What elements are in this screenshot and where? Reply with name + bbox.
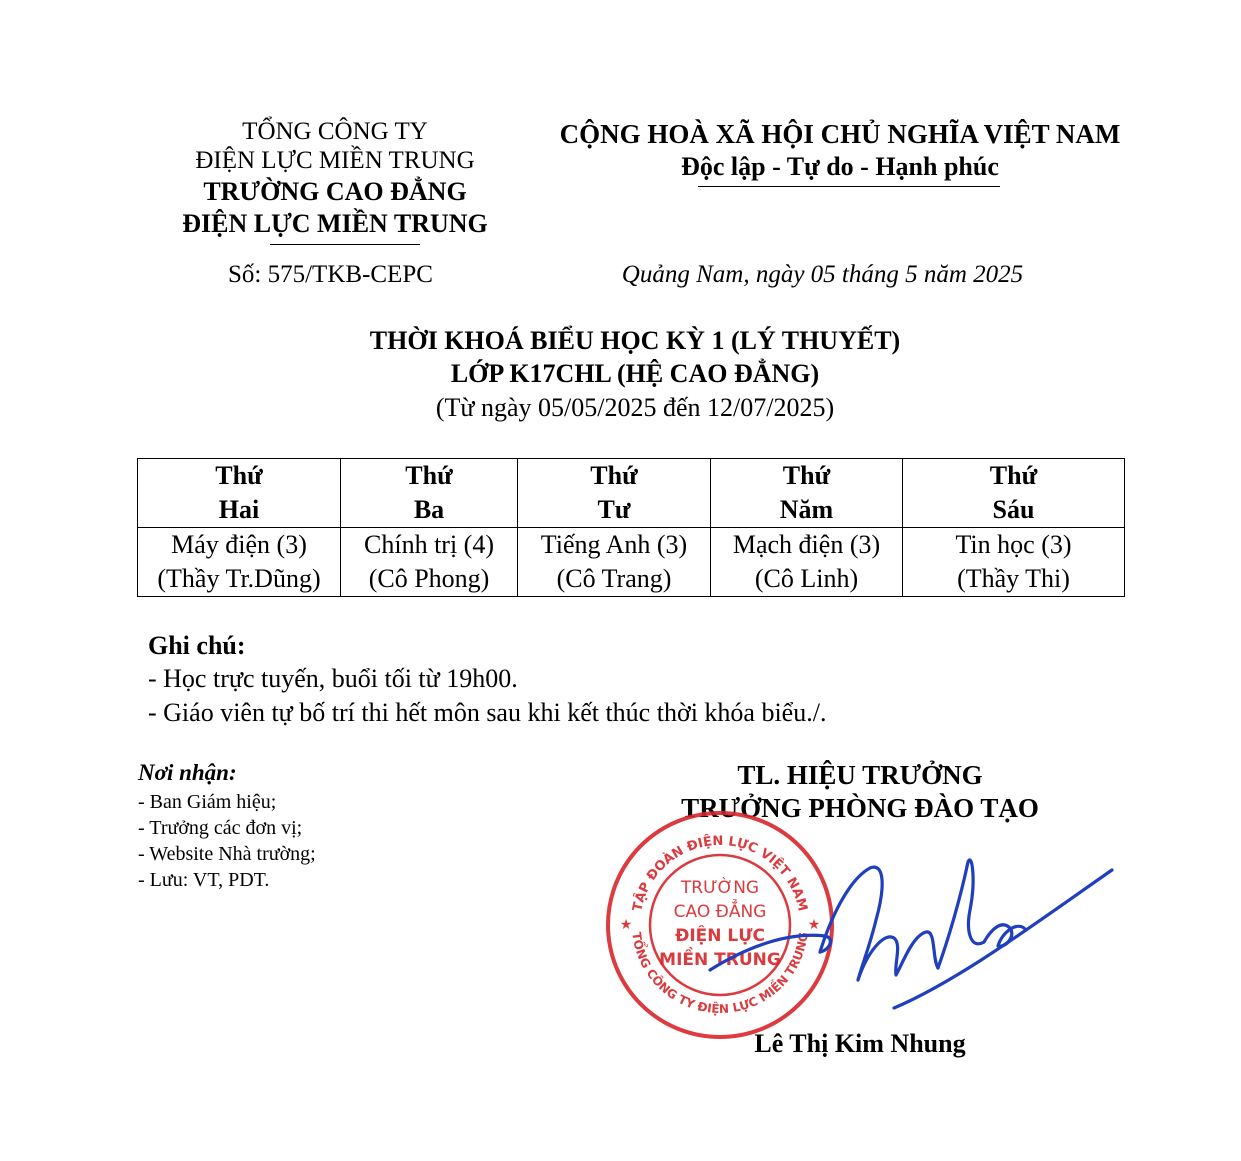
national-motto: Độc lập - Tự do - Hạnh phúc	[681, 152, 999, 181]
recipient-item: - Website Nhà trường;	[138, 843, 316, 865]
signer-title: TRƯỞNG PHÒNG ĐÀO TẠO	[681, 793, 1039, 823]
day-header-friday: Thứ Sáu	[903, 459, 1125, 528]
notes-heading: Ghi chú:	[148, 631, 246, 660]
svg-text:MIỀN TRUNG: MIỀN TRUNG	[659, 950, 781, 970]
recipient-item: - Trưởng các đơn vị;	[138, 817, 303, 839]
recipients-heading: Nơi nhận:	[138, 760, 237, 785]
org-parent-line2: ĐIỆN LỰC MIỀN TRUNG	[195, 147, 475, 174]
day-header-thursday: Thứ Năm	[711, 459, 903, 528]
org-name-line1: TRƯỜNG CAO ĐẲNG	[203, 177, 467, 206]
svg-text:TRƯỜNG: TRƯỜNG	[680, 878, 760, 898]
recipient-item: - Ban Giám hiệu;	[138, 791, 277, 813]
day-header-wednesday: Thứ Tư	[518, 459, 711, 528]
table-row	[138, 528, 1125, 597]
class-cell-wednesday: Tiếng Anh (3) (Cô Trang)	[518, 528, 711, 597]
note-item: - Giáo viên tự bố trí thi hết môn sau khi kết thúc thời khóa biểu./.	[148, 698, 827, 727]
header-left-divider	[270, 244, 420, 245]
class-cell-tuesday: Chính trị (4) (Cô Phong)	[341, 528, 518, 597]
class-title: LỚP K17CHL (HỆ CAO ĐẲNG)	[450, 359, 820, 388]
svg-text:ĐIỆN LỰC: ĐIỆN LỰC	[675, 926, 765, 946]
signer-authority: TL. HIỆU TRƯỞNG	[737, 760, 983, 790]
org-name-line2: ĐIỆN LỰC MIỀN TRUNG	[182, 209, 488, 238]
signer-name: Lê Thị Kim Nhung	[754, 1029, 966, 1058]
day-header-monday: Thứ Hai	[138, 459, 341, 528]
svg-text:TỔNG CÔNG TY ĐIỆN LỰC MIỀN TRU: TỔNG CÔNG TY ĐIỆN LỰC MIỀN TRUNG	[629, 931, 811, 1017]
document-title: THỜI KHOÁ BIỂU HỌC KỲ 1 (LÝ THUYẾT)	[369, 326, 901, 355]
class-cell-friday: Tin học (3) (Thầy Thi)	[903, 528, 1125, 597]
svg-text:TẬP ĐOÀN ĐIỆN LỰC VIỆT NAM: TẬP ĐOÀN ĐIỆN LỰC VIỆT NAM	[630, 833, 810, 913]
class-cell-thursday: Mạch điện (3) (Cô Linh)	[711, 528, 903, 597]
national-title: CỘNG HOÀ XÃ HỘI CHỦ NGHĨA VIỆT NAM	[559, 119, 1121, 149]
date-range: (Từ ngày 05/05/2025 đến 12/07/2025)	[435, 393, 835, 422]
schedule-table	[137, 458, 1125, 597]
day-header-tuesday: Thứ Ba	[341, 459, 518, 528]
document-number: Số: 575/TKB-CEPC	[228, 261, 433, 288]
class-cell-monday: Máy điện (3) (Thầy Tr.Dũng)	[138, 528, 341, 597]
document-date: Quảng Nam, ngày 05 tháng 5 năm 2025	[621, 261, 1024, 288]
svg-text:★: ★	[619, 917, 633, 933]
svg-text:★: ★	[807, 917, 821, 933]
org-parent-line1: TỔNG CÔNG TY	[242, 118, 428, 145]
handwritten-signature-icon	[680, 840, 1120, 1030]
note-item: - Học trực tuyến, buổi tối từ 19h00.	[148, 664, 518, 693]
svg-text:CAO ĐẲNG: CAO ĐẲNG	[673, 902, 767, 922]
header-right-divider	[698, 186, 1000, 187]
recipient-item: - Lưu: VT, PDT.	[138, 869, 270, 891]
table-header-row	[138, 459, 1125, 528]
